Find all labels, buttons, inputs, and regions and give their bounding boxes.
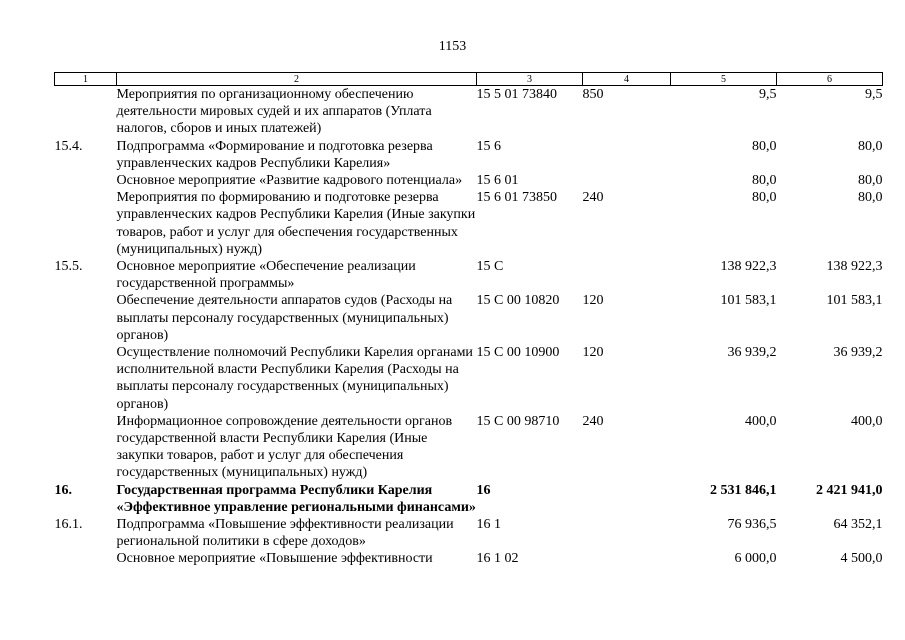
row-name: Подпрограмма «Формирование и подготовка резерва управленческих кадров Республики Карелия» <box>116 138 433 171</box>
row-name: Мероприятия по формированию и подготовке резерва управленческих кадров Республики Карелия (Иные закупки товаров, работ и услуг для обеспечения государственных (муниципальных) нужд) <box>116 190 476 257</box>
row-number <box>55 550 117 567</box>
column-number: 2 <box>117 73 477 86</box>
classification-code: 15 С 00 98710 <box>476 413 560 429</box>
classification-code: 15 5 01 73840 <box>476 87 557 102</box>
amount-year-1: 80,0 <box>752 173 777 189</box>
table-row <box>55 482 883 516</box>
amount-year-2: 4 500,0 <box>840 551 883 567</box>
row-number <box>55 189 117 258</box>
amount-year-2: 2 421 941,0 <box>816 482 883 498</box>
column-number: 4 <box>583 73 671 86</box>
classification-code: 15 С 00 10820 <box>476 293 560 309</box>
row-number: 16.1. <box>54 517 83 533</box>
table-row <box>55 516 883 550</box>
classification-code: 16 <box>476 482 491 498</box>
amount-year-1: 36 939,2 <box>727 345 777 361</box>
row-number <box>55 344 117 413</box>
row-number <box>55 292 117 344</box>
amount-year-1: 2 531 846,1 <box>710 482 777 498</box>
expense-type-code: 120 <box>582 345 604 361</box>
amount-year-1: 9,5 <box>759 87 777 102</box>
row-number <box>55 172 117 189</box>
row-name: Обеспечение деятельности аппаратов судов (Расходы на выплаты персоналу государственных (муниципальных) органов) <box>116 293 453 343</box>
classification-code: 15 С <box>476 259 504 275</box>
row-number: 15.4. <box>54 138 83 154</box>
table-row <box>55 86 883 138</box>
amount-year-1: 6 000,0 <box>734 551 777 567</box>
table-row <box>55 258 883 292</box>
expense-type-code: 240 <box>582 413 604 429</box>
amount-year-1: 400,0 <box>745 413 777 429</box>
row-name: Информационное сопровождение деятельности органов государственной власти Республики Карелия (Иные закупки товаров, работ и услуг для обеспечения государственных (муниципальных) нужд) <box>116 413 453 481</box>
table-row <box>55 344 883 413</box>
amount-year-2: 138 922,3 <box>826 259 883 275</box>
row-name: Основное мероприятие «Обеспечение реализации государственной программы» <box>116 259 416 292</box>
row-name: Основное мероприятие «Повышение эффективности <box>116 551 433 567</box>
amount-year-2: 80,0 <box>858 190 883 206</box>
column-number-row <box>55 73 883 86</box>
expense-type-code <box>583 550 671 567</box>
table-row <box>55 138 883 172</box>
expense-type-code <box>583 516 671 550</box>
amount-year-2: 80,0 <box>858 173 883 189</box>
row-number: 15.5. <box>54 259 83 275</box>
classification-code: 15 6 01 73850 <box>476 190 557 206</box>
expense-type-code <box>583 482 671 516</box>
expense-type-code: 120 <box>582 293 604 309</box>
expense-type-code <box>583 172 671 189</box>
row-name: Государственная программа Республики Карелия «Эффективное управление региональными финансами» <box>116 482 476 515</box>
amount-year-1: 101 583,1 <box>720 293 777 309</box>
row-name: Основное мероприятие «Развитие кадрового потенциала» <box>116 173 463 189</box>
amount-year-2: 36 939,2 <box>833 345 883 361</box>
expense-type-code: 240 <box>582 190 604 206</box>
table-row <box>55 172 883 189</box>
amount-year-1: 80,0 <box>752 138 777 154</box>
expense-type-code <box>583 138 671 172</box>
row-name: Мероприятия по организационному обеспечению деятельности мировых судей и их аппаратов (Уплата налогов, сборов и иных платежей) <box>116 87 432 137</box>
table-row <box>55 189 883 258</box>
expense-type-code <box>583 258 671 292</box>
row-number <box>55 86 117 138</box>
table-row <box>55 550 883 567</box>
row-number <box>55 413 117 482</box>
classification-code: 16 1 <box>476 517 501 533</box>
row-number: 16. <box>54 482 72 498</box>
expense-type-code: 850 <box>582 87 604 102</box>
row-name: Осуществление полномочий Республики Карелия органами исполнительной власти Республики Карелия (Расходы на выплаты персоналу государственных (муниципальных) органов) <box>116 345 473 412</box>
amount-year-2: 80,0 <box>858 138 883 154</box>
budget-table <box>54 72 883 568</box>
column-number: 1 <box>55 73 117 86</box>
amount-year-2: 64 352,1 <box>833 517 883 533</box>
row-name: Подпрограмма «Повышение эффективности реализации региональной политики в сфере доходов» <box>116 517 454 550</box>
amount-year-2: 400,0 <box>851 413 883 429</box>
classification-code: 15 С 00 10900 <box>476 345 560 361</box>
table-row <box>55 292 883 344</box>
column-number: 6 <box>777 73 883 86</box>
amount-year-2: 9,5 <box>865 87 883 102</box>
amount-year-2: 101 583,1 <box>826 293 883 309</box>
column-number: 5 <box>671 73 777 86</box>
amount-year-1: 138 922,3 <box>720 259 777 275</box>
amount-year-1: 80,0 <box>752 190 777 206</box>
table-row <box>55 413 883 482</box>
classification-code: 15 6 01 <box>476 173 519 189</box>
classification-code: 16 1 02 <box>476 551 519 567</box>
amount-year-1: 76 936,5 <box>727 517 777 533</box>
classification-code: 15 6 <box>476 138 501 154</box>
column-number: 3 <box>477 73 583 86</box>
page-number: 1153 <box>438 39 467 54</box>
